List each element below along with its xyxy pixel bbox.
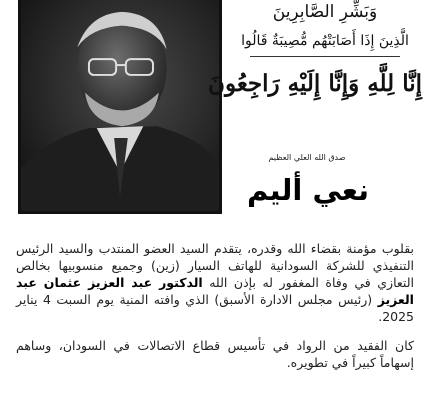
deceased-title: (رئيس مجلس الادارة الأسبق) xyxy=(214,292,378,307)
date-of-death: الذي وافته المنية يوم السبت 4 يناير 2025. xyxy=(16,292,414,324)
intro-text: بقلوب مؤمنة بقضاء الله وقدره، يتقدم السيد العضو المنتدب والسيد الرئيس التنفيذي للشركة السودانية للهاتف السيار (زين) وجميع منسوبيها بخالص التعازي في وفاة المغفور له بإذن الله xyxy=(16,241,414,290)
quran-verse-line-1: وَبَشِّرِ الصَّابِرِينَ xyxy=(272,2,378,22)
deceased-name: الدكتور عبد العزيز عثمان عبد العزيز xyxy=(16,275,414,307)
sadaqa-caption: صدق الله العلي العظيم xyxy=(268,153,346,162)
obituary-paragraph-1 xyxy=(16,240,414,325)
obituary-body xyxy=(16,240,414,383)
portrait-photo xyxy=(18,0,222,214)
verse-divider xyxy=(250,56,400,57)
page-title: نعي أليم xyxy=(246,173,370,207)
quran-verse-line-3: إِنَّا لِلَّهِ وَإِنَّا إِلَيْهِ رَاجِعُونَ xyxy=(208,70,422,97)
quran-verse-line-2: الَّذِينَ إِذَا أَصَابَتْهُم مُّصِيبَةٌ قَالُوا xyxy=(241,33,409,49)
portrait-image xyxy=(21,0,219,211)
obituary-paragraph-2: كان الفقيد من الرواد في تأسيس قطاع الاتصالات في السودان، وساهم إسهاماً كبيراً في تطويره. xyxy=(16,338,414,370)
